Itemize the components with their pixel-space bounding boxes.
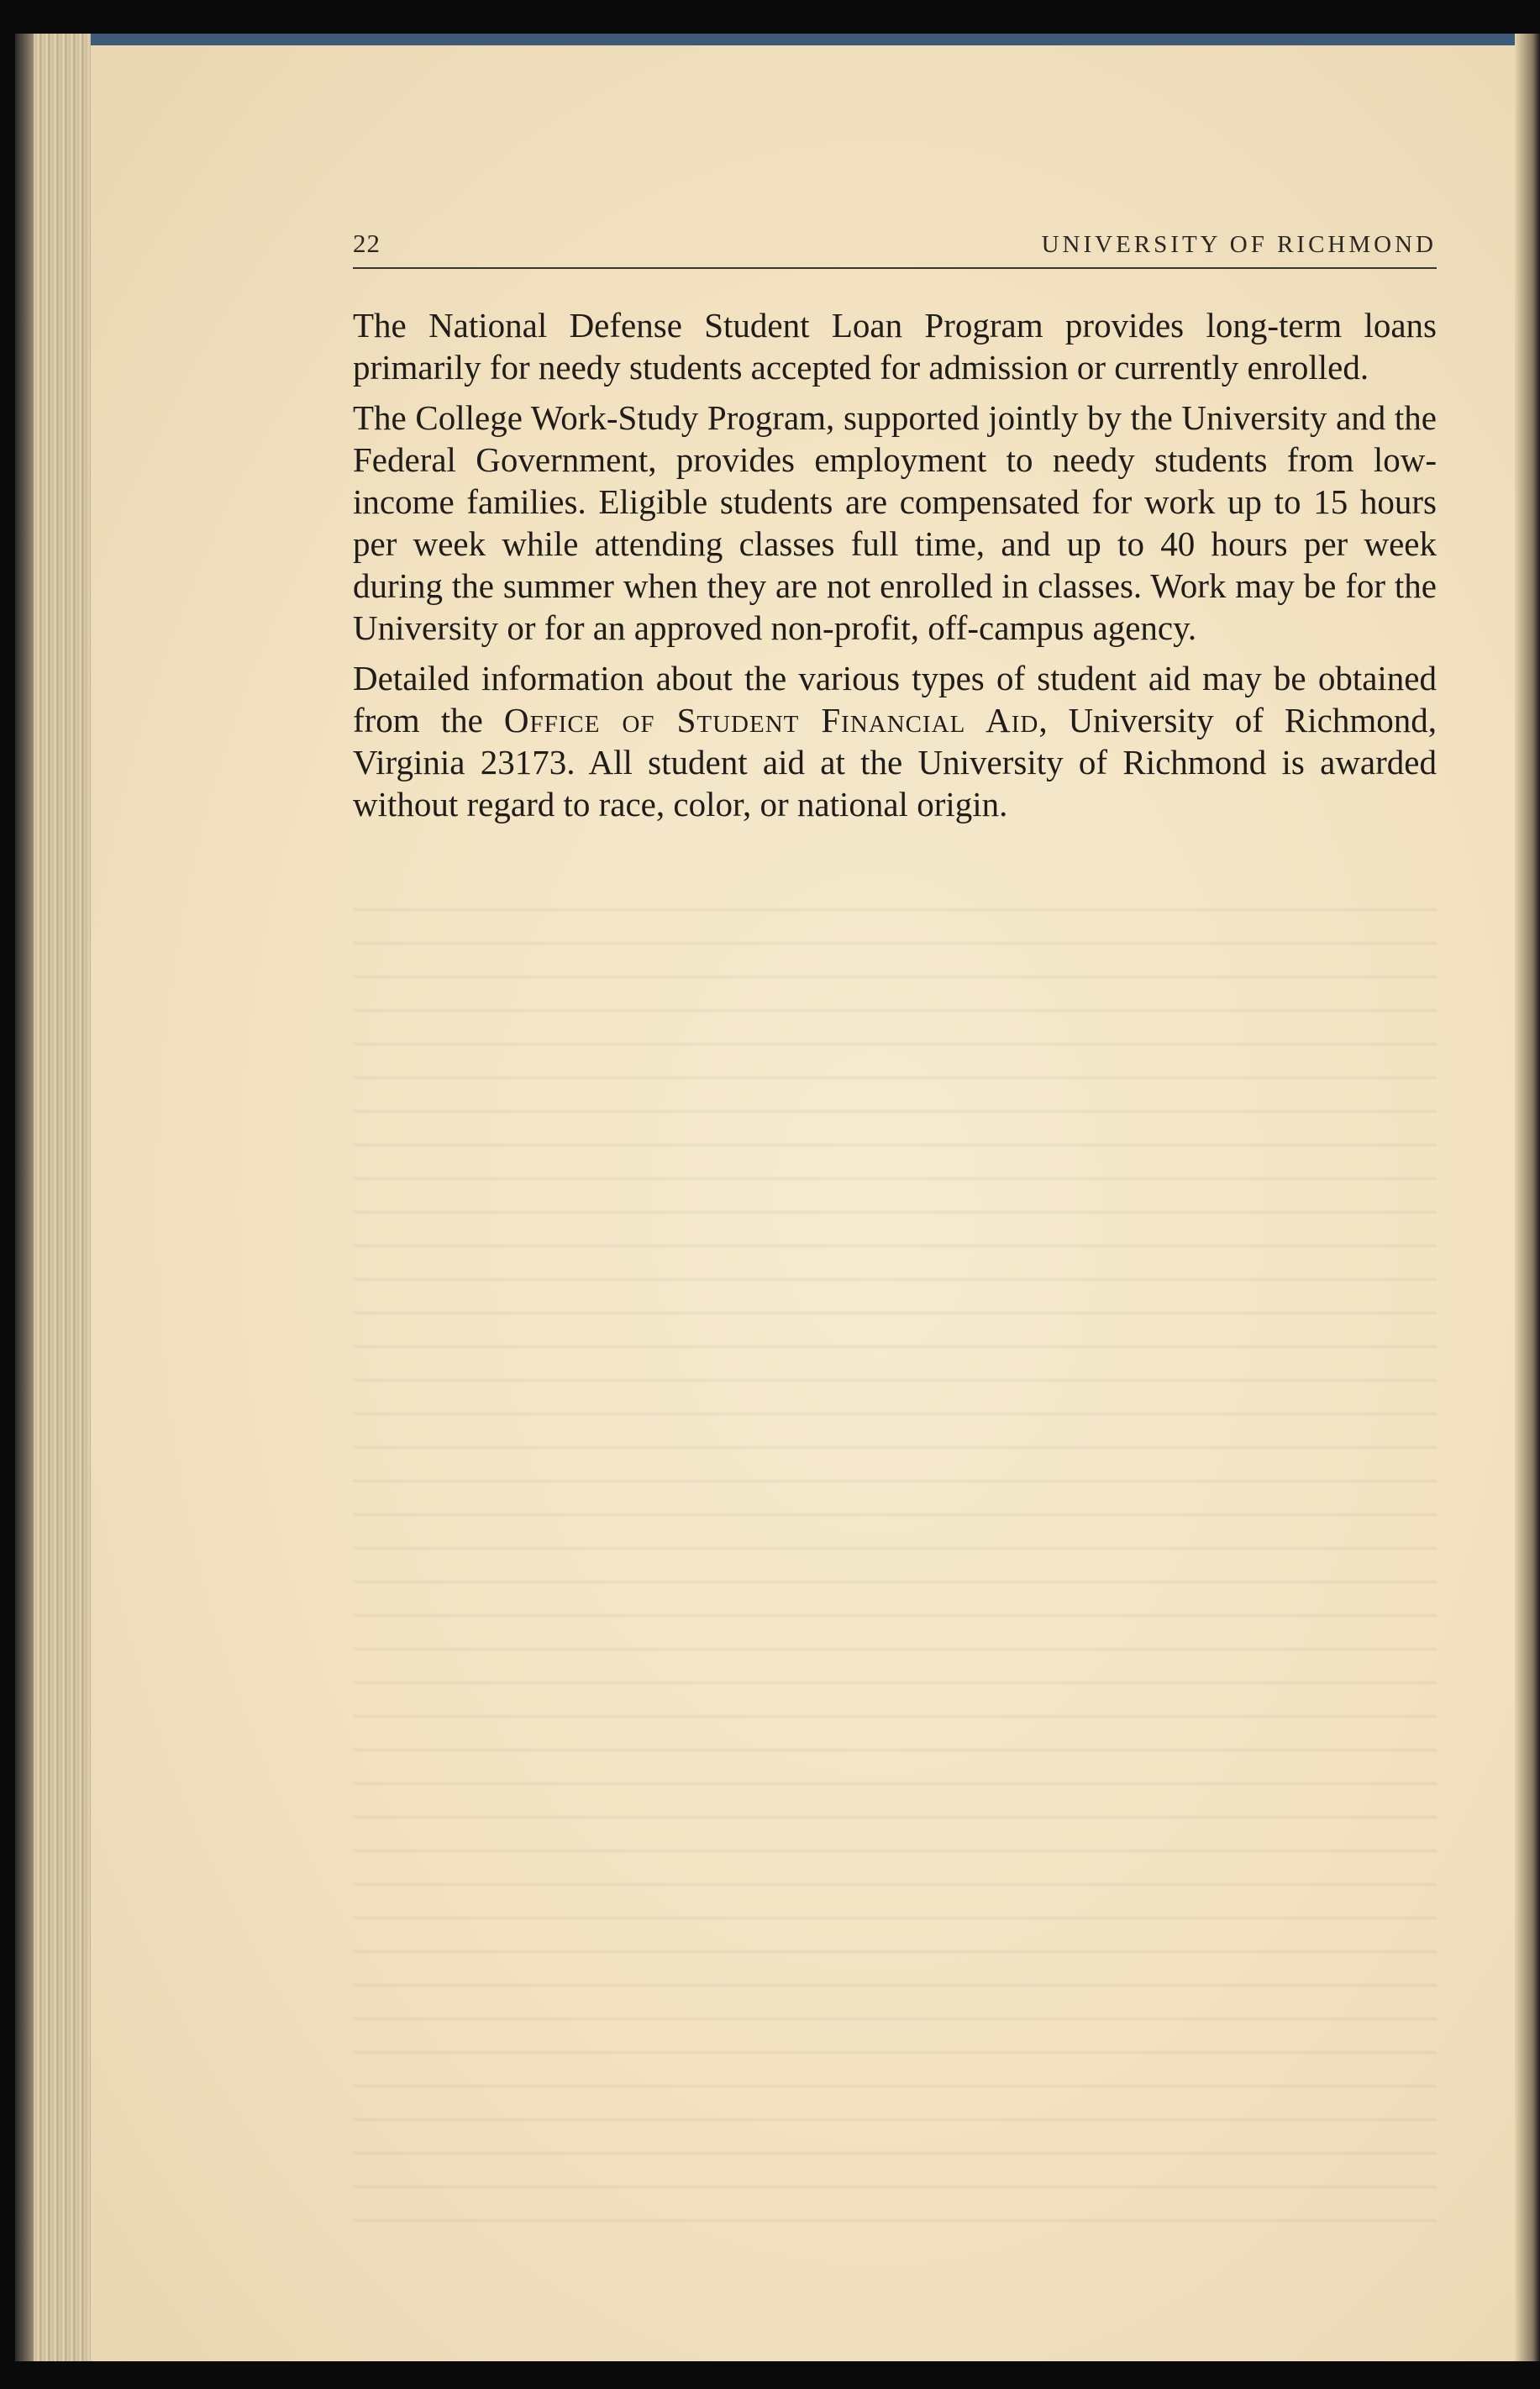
body-text — [353, 304, 1437, 825]
office-name: Office of Student Financial Aid — [503, 701, 1039, 739]
page-curl-edge — [1515, 34, 1540, 2361]
paragraph-loan-program: The National Defense Student Loan Program provides long-term loans primarily for needy students accepted for admission or currently enrolled. — [353, 306, 1437, 387]
paragraph-work-study: The College Work-Study Program, supported jointly by the University and the Federal Government, provides employment to needy students from low-income families. Eligible students are compensated for work up to 15 hours per week while attending classes full time, and up to 40 hours per week during the summer when they are not enrolled in classes. Work may be for the University or for an approved non-profit, off-campus agency. — [353, 398, 1437, 647]
show-through-text — [353, 886, 1437, 2230]
running-title: UNIVERSITY OF RICHMOND — [1041, 231, 1437, 258]
running-head — [353, 229, 1437, 269]
paragraph-text-end: , University of Richmond, Virginia 23173. All student aid at the University of Richmond is awarded without regard to race, color, or national origin. — [353, 701, 1437, 824]
paragraph-text-start: Detailed information about the various types of student aid may be obtained from the — [353, 659, 1437, 739]
binding-shadow — [15, 34, 34, 2361]
text-block — [353, 229, 1437, 834]
book-page — [91, 34, 1519, 2361]
page-number: 22 — [353, 229, 381, 258]
paragraph-financial-aid-info — [353, 657, 1437, 825]
